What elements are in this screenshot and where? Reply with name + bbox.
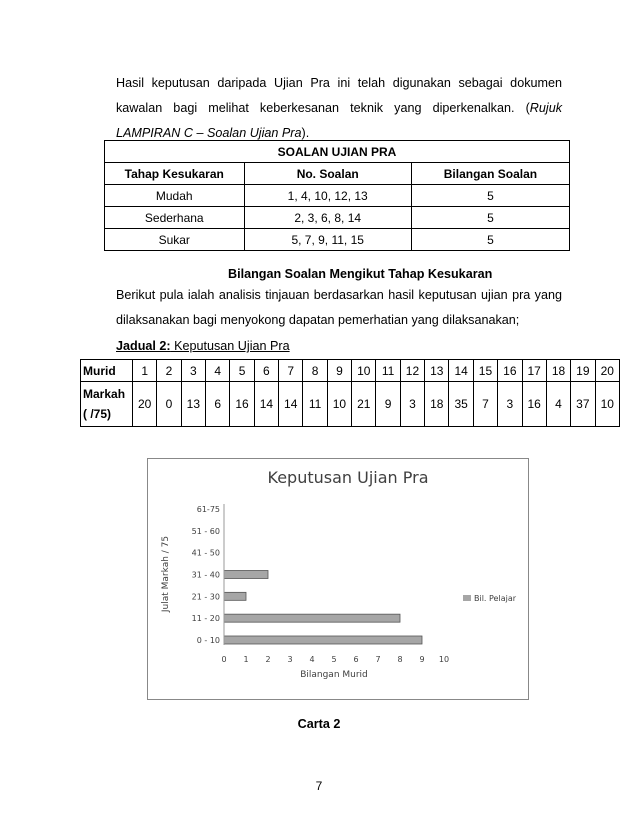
x-tick-label: 10 (438, 655, 450, 664)
chart-frame (147, 458, 529, 700)
table-cell: 5 (411, 229, 569, 251)
murid-cell: 6 (254, 360, 278, 382)
y-tick-label: 0 - 10 (196, 636, 220, 645)
y-tick-label: 11 - 20 (191, 614, 220, 624)
y-tick-label: 21 - 30 (191, 592, 220, 602)
x-tick-label: 4 (309, 655, 315, 664)
x-tick-label: 3 (287, 655, 293, 664)
markah-cell: 16 (522, 382, 546, 427)
table-cell: Sederhana (105, 207, 245, 229)
markah-cell: 0 (157, 382, 181, 427)
intro-line-2: kawalan bagi melihat keberkesanan teknik yang diperkenalkan. (Rujuk (116, 101, 562, 115)
table2-caption: Jadual 2: Keputusan Ujian Pra (116, 339, 290, 353)
question-table (104, 140, 570, 251)
markah-cell: 21 (352, 382, 376, 427)
bar (224, 592, 246, 600)
murid-cell: 9 (327, 360, 351, 382)
table-row-murid (81, 360, 620, 382)
murid-cell: 5 (230, 360, 254, 382)
markah-cell: 14 (279, 382, 303, 427)
intro-paragraph (116, 71, 562, 146)
markah-cell: 13 (181, 382, 205, 427)
table-row (105, 185, 570, 207)
markah-cell: 20 (133, 382, 157, 427)
murid-cell: 12 (400, 360, 424, 382)
markah-cell: 35 (449, 382, 473, 427)
table-cell: 5 (411, 185, 569, 207)
analysis-line-2: dilaksanakan bagi menyokong dapatan pemerhatian yang dilaksanakan; (116, 313, 520, 327)
header-bilangan: Bilangan Soalan (411, 163, 569, 185)
markah-cell: 10 (327, 382, 351, 427)
markah-cell: 11 (303, 382, 327, 427)
results-table (80, 359, 620, 427)
row-label-murid: Murid (81, 360, 133, 382)
markah-cell: 3 (498, 382, 522, 427)
murid-cell: 11 (376, 360, 400, 382)
murid-cell: 15 (473, 360, 497, 382)
intro-line-1: Hasil keputusan daripada Ujian Pra ini telah digunakan sebagai dokumen (116, 76, 562, 90)
murid-cell: 16 (498, 360, 522, 382)
chart-ylabel: Julat Markah / 75 (161, 535, 171, 613)
chart-title: Keputusan Ujian Pra (267, 468, 429, 487)
markah-cell: 16 (230, 382, 254, 427)
markah-cell: 14 (254, 382, 278, 427)
table-cell: 2, 3, 6, 8, 14 (244, 207, 411, 229)
table-row (105, 229, 570, 251)
markah-cell: 18 (425, 382, 449, 427)
table-cell: 1, 4, 10, 12, 13 (244, 185, 411, 207)
markah-cell: 7 (473, 382, 497, 427)
header-no-soalan: No. Soalan (244, 163, 411, 185)
table1-caption: Bilangan Soalan Mengikut Tahap Kesukaran (228, 267, 493, 281)
murid-cell: 19 (571, 360, 595, 382)
murid-cell: 20 (595, 360, 619, 382)
markah-cell: 10 (595, 382, 619, 427)
header-tahap: Tahap Kesukaran (105, 163, 245, 185)
y-tick-label: 51 - 60 (191, 526, 220, 536)
chart-xlabel: Bilangan Murid (300, 670, 368, 680)
markah-cell: 9 (376, 382, 400, 427)
bar (224, 614, 400, 622)
table-row-markah (81, 382, 620, 427)
bar-chart (148, 459, 528, 699)
x-tick-label: 5 (331, 655, 337, 664)
y-tick-label: 61-75 (196, 505, 220, 514)
y-tick-label: 31 - 40 (191, 570, 220, 580)
x-tick-label: 7 (375, 655, 381, 664)
murid-cell: 2 (157, 360, 181, 382)
bar (224, 571, 268, 579)
page-number: 7 (315, 779, 323, 793)
intro-line-3: LAMPIRAN C – Soalan Ujian Pra). (116, 126, 310, 140)
x-tick-label: 1 (243, 655, 249, 664)
murid-cell: 10 (352, 360, 376, 382)
table-cell: Sukar (105, 229, 245, 251)
analysis-paragraph (116, 283, 562, 333)
x-tick-label: 6 (353, 655, 359, 664)
table-cell: 5, 7, 9, 11, 15 (244, 229, 411, 251)
legend-label: Bil. Pelajar (474, 594, 517, 603)
table-cell: 5 (411, 207, 569, 229)
murid-cell: 17 (522, 360, 546, 382)
markah-cell: 37 (571, 382, 595, 427)
chart-caption: Carta 2 (297, 717, 341, 731)
y-tick-label: 41 - 50 (191, 548, 220, 558)
bar (224, 636, 422, 644)
murid-cell: 4 (206, 360, 230, 382)
x-tick-label: 9 (419, 655, 425, 664)
legend-swatch (463, 595, 471, 601)
x-tick-label: 0 (221, 655, 227, 664)
markah-cell: 3 (400, 382, 424, 427)
markah-cell: 6 (206, 382, 230, 427)
murid-cell: 7 (279, 360, 303, 382)
markah-cell: 4 (546, 382, 570, 427)
murid-cell: 3 (181, 360, 205, 382)
analysis-line-1: Berikut pula ialah analisis tinjauan berdasarkan hasil keputusan ujian pra yang (116, 288, 562, 302)
question-table-title: SOALAN UJIAN PRA (105, 141, 570, 163)
row-label-markah: Markah ( /75) (81, 382, 133, 427)
murid-cell: 8 (303, 360, 327, 382)
murid-cell: 14 (449, 360, 473, 382)
x-tick-label: 8 (397, 655, 403, 664)
murid-cell: 1 (133, 360, 157, 382)
murid-cell: 18 (546, 360, 570, 382)
table-row (105, 207, 570, 229)
x-tick-label: 2 (265, 655, 271, 664)
murid-cell: 13 (425, 360, 449, 382)
table-cell: Mudah (105, 185, 245, 207)
